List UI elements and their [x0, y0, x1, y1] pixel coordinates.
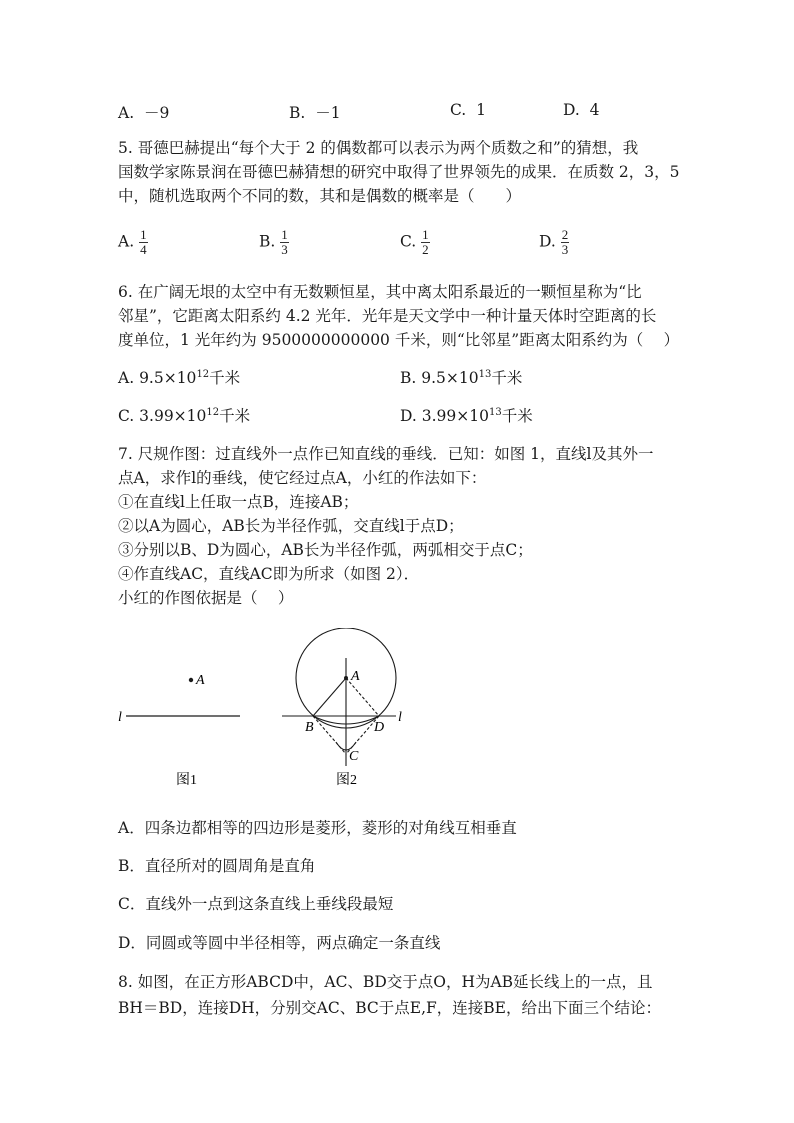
q7-question: 小红的作图依据是（ ）	[118, 589, 294, 607]
q8-line1: 8. 如图，在正方形ABCD中，AC、BD交于点O，H为AB延长线上的一点，且	[118, 973, 653, 991]
q8-line2: BH＝BD，连接DH，分别交AC、BC于点E,F，连接BE，给出下面三个结论：	[118, 999, 661, 1017]
fig1-label-a: A	[196, 673, 205, 688]
q7-line1: 7. 尺规作图：过直线外一点作已知直线的垂线．已知：如图 1，直线l及其外一	[118, 445, 654, 463]
q7-step3: ③分别以B、D为圆心，AB长为半径作弧，两弧相交于点C；	[118, 541, 533, 559]
fig2-label-l: l	[398, 710, 402, 725]
q7-line2: 点A，求作l的垂线，使它经过点A，小红的作法如下：	[118, 469, 487, 487]
q4-option-a: A. －9	[118, 104, 170, 122]
q5-line3: 中，随机选取两个不同的数，其和是偶数的概率是（ ）	[118, 187, 522, 205]
fig2-label-a: A	[351, 669, 360, 684]
segment-ab	[313, 678, 346, 716]
q7-option-b: B．直径所对的圆周角是直角	[118, 857, 316, 875]
q7-step4: ④作直线AC，直线AC即为所求（如图 2）．	[118, 565, 420, 583]
q5-line2: 国数学家陈景润在哥德巴赫猜想的研究中取得了世界领先的成果．在质数 2，3，5	[118, 163, 680, 181]
q7-step2: ②以A为圆心，AB长为半径作弧，交直线l于点D；	[118, 517, 464, 535]
q6-option-c: C. $3.99\times 10^{12}$千米	[118, 406, 251, 425]
fraction: $\frac{2}{3}$	[561, 227, 569, 257]
q6-option-d: D. $3.99\times 10^{13}$千米	[400, 406, 533, 425]
q5-line1: 5. 哥德巴赫提出“每个大于 2 的偶数都可以表示为两个质数之和”的猜想，我	[118, 139, 639, 157]
q6-line1: 6. 在广阔无垠的太空中有无数颗恒星，其中离太阳系最近的一颗恒星称为“比	[118, 283, 642, 301]
q5-option-a: A. $\frac{1}{4}$	[118, 227, 147, 257]
fig2-label-b: B	[305, 720, 314, 735]
point-a-dot	[189, 678, 193, 682]
q4-option-b: B. －1	[289, 104, 341, 122]
q7-figures	[100, 628, 440, 798]
q7-option-c: C．直线外一点到这条直线上垂线段最短	[118, 895, 394, 913]
fig2-caption: 图2	[336, 773, 357, 788]
fraction: $\frac{1}{2}$	[422, 227, 429, 257]
fig2-label-c: C	[349, 749, 359, 764]
q7-option-a: A．四条边都相等的四边形是菱形，菱形的对角线互相垂直	[118, 819, 517, 837]
point-a-dot-fig2	[344, 676, 348, 680]
q5-option-c: C. $\frac{1}{2}$	[400, 227, 429, 257]
q6-option-a: A. $9.5\times 10^{12}$千米	[118, 368, 241, 387]
q6-line2: 邻星”，它距离太阳系约 4.2 光年．光年是天文学中一种计量天体时空距离的长	[118, 307, 657, 325]
fig2-label-d: D	[374, 720, 385, 735]
fraction: $\frac{1}{4}$	[140, 227, 147, 257]
fig1-caption: 图1	[176, 773, 197, 788]
figure-2	[282, 628, 402, 788]
q5-option-b: B. $\frac{1}{3}$	[259, 227, 288, 257]
q7-step1: ①在直线l上任取一点B，连接AB；	[118, 493, 359, 511]
fig1-label-l: l	[118, 710, 122, 725]
figure-1	[118, 673, 240, 788]
q4-option-d: D. 4	[563, 101, 600, 119]
q4-option-c: C. 1	[450, 101, 486, 119]
q6-line3: 度单位，1 光年约为 9500000000000 千米，则“比邻星”距离太阳系约为（ ）	[118, 331, 680, 349]
q7-option-d: D．同圆或等圆中半径相等，两点确定一条直线	[118, 934, 441, 952]
fraction: $\frac{1}{3}$	[281, 227, 288, 257]
q5-option-d: D. $\frac{2}{3}$	[539, 227, 569, 257]
q6-option-b: B. $9.5\times 10^{13}$千米	[400, 368, 523, 387]
